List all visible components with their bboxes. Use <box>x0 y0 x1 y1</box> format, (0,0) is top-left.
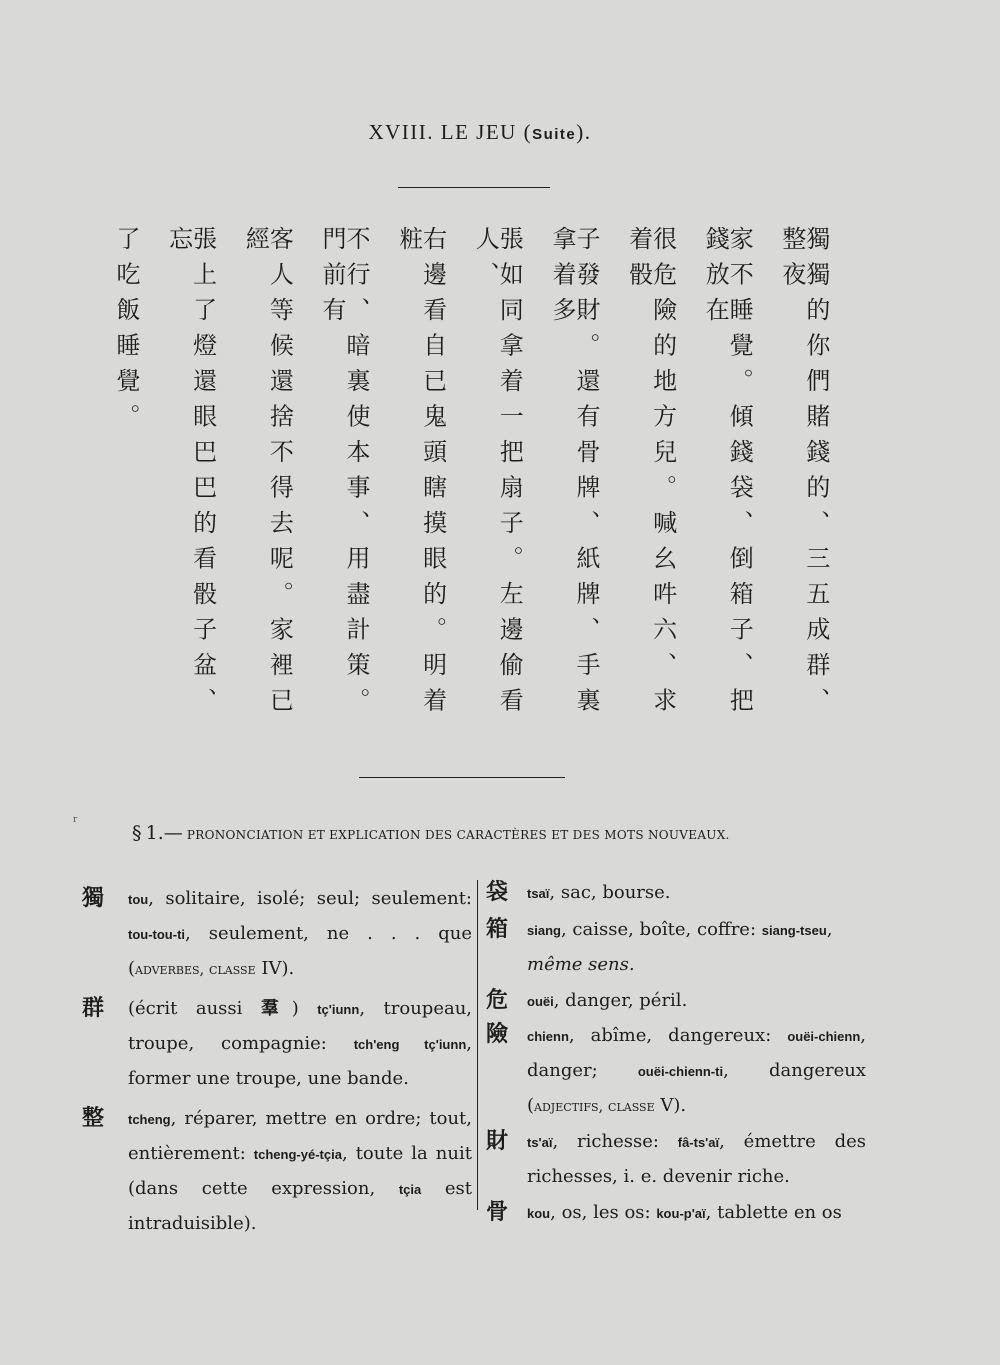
chinese-column-3: 很危險的地方兒。喊幺吽六、求着骰 <box>624 226 677 723</box>
entry-character: 群 <box>82 996 105 1021</box>
glossary-entry: 獨 tou, solitaire, isolé; seul; seulement: tou-tou-ti, seulement, ne . . . que (adverbes, classe IV). <box>82 882 472 986</box>
glossary-entry: 箱 siang, caisse, boîte, coffre: siang-tseu, même sens. <box>486 913 866 982</box>
chinese-text-block <box>108 226 828 746</box>
chinese-column-1: 獨獨的你們賭錢的、三五成群、整夜 <box>777 226 830 723</box>
title-main: XVIII. LE JEU <box>368 120 517 144</box>
glossary-entry: 袋 tsaï, sac, bourse. <box>486 876 866 911</box>
title-paren-open: ( <box>523 120 533 144</box>
entry-character: 整 <box>82 1106 105 1131</box>
chinese-column-7: 不行、暗裏使本事、用盡計策。門前有 <box>317 226 370 723</box>
title-suite: Suite <box>532 126 577 143</box>
chinese-column-2: 家不睡覺。傾錢袋、倒箱子、把錢放在 <box>701 226 754 723</box>
page-title <box>0 120 960 145</box>
entry-character: 骨 <box>486 1200 509 1225</box>
chinese-column-9: 張上了燈還眼巴巴的看骰子盆、忘 <box>164 226 217 723</box>
column-separator <box>477 880 478 1210</box>
chinese-column-6: 右邊看自已鬼頭瞎摸眼的。明着粧 <box>394 226 447 723</box>
section-heading-text: PRONONCIATION ET EXPLICATION DES CARACTÈRES ET DES MOTS NOUVEAUX. <box>186 828 730 842</box>
entry-character-2: 險 <box>486 1022 509 1047</box>
glossary-entry: 群 (écrit aussi 羣) tç'iunn, troupeau, troupe, compagnie: tch'eng tç'iunn, former une troupe, une bande. <box>82 992 472 1096</box>
glossary-entry: 危 險 ouëi, danger, péril. chienn, abîme, dangereux: ouëi-chienn, danger; ouëi-chienn-ti, dangereux (adjectifs, classe V). <box>486 984 866 1123</box>
entry-character: 袋 <box>486 880 509 905</box>
entry-character: 危 <box>486 988 509 1013</box>
glossary-entry: 財 ts'aï, richesse: fâ-ts'aï, émettre des richesses, i. e. devenir riche. <box>486 1125 866 1194</box>
chinese-column-4: 子發財。還有骨牌、紙牌、手裏拿着多 <box>547 226 600 723</box>
margin-mark: r <box>73 815 78 825</box>
entry-character: 獨 <box>82 886 105 911</box>
glossary-entry: 骨 kou, os, les os: kou-p'aï, tablette en os <box>486 1196 866 1231</box>
entry-character: 箱 <box>486 917 509 942</box>
middle-divider <box>359 777 565 778</box>
glossary-left-column <box>82 882 472 1247</box>
chinese-column-10: 了吃飯睡覺。 <box>112 226 140 439</box>
section-number: 1.— <box>145 822 183 844</box>
section-symbol: § <box>132 822 142 844</box>
chinese-column-8: 客人等候還捨不得去呢。家裡已經 <box>241 226 294 723</box>
glossary-entry: 整 tcheng, réparer, mettre en ordre; tout, entièrement: tcheng-yé-tçia, toute la nuit (dans cette expression, tçia est intraduisible). <box>82 1102 472 1241</box>
top-divider <box>398 187 550 188</box>
chinese-column-5: 張如同拿着一把扇子。左邊偷看人、 <box>471 226 524 723</box>
section-heading <box>132 822 832 844</box>
glossary-right-column <box>486 876 866 1233</box>
entry-character: 財 <box>486 1129 509 1154</box>
title-paren-close: ). <box>576 120 592 144</box>
